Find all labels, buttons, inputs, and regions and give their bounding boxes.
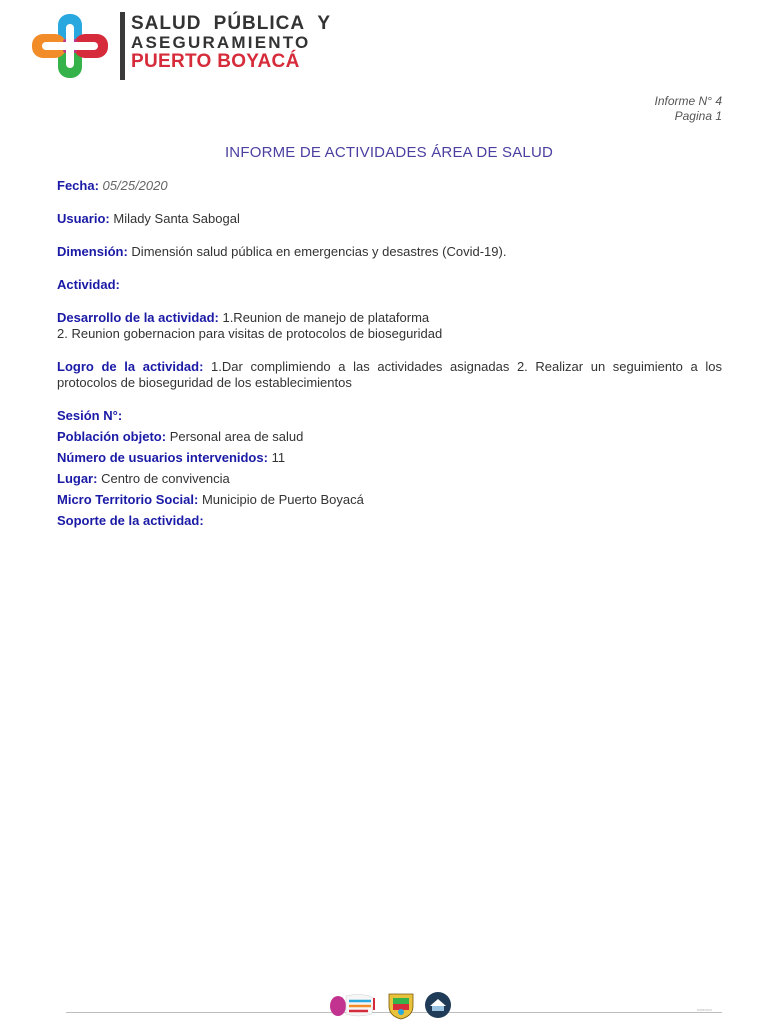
field-value: Municipio de Puerto Boyacá [201,492,364,507]
field-label: Micro Territorio Social: [57,492,199,507]
field-value: 1.Reunion de manejo de plataforma [222,310,430,325]
field-logro [57,359,722,391]
field-sesion [57,408,722,424]
report-number: Informe N° 4 [654,94,722,108]
field-label: Sesión N°: [57,408,123,423]
field-label: Logro de la actividad: [57,359,204,374]
field-soporte [57,513,722,529]
field-value: 11 [271,450,286,465]
field-fecha [57,178,722,194]
logo-line-2: ASEGURAMIENTO [131,33,311,52]
field-value: Personal area de salud [169,429,304,444]
puerto-boyaca-primero-logo-icon [328,990,378,1020]
logo-line-3: PUERTO BOYACÁ [131,51,300,72]
field-label: Número de usuarios intervenidos: [57,450,268,465]
logo-divider [120,12,125,80]
field-label: Población objeto: [57,429,167,444]
field-value: 05/25/2020 [102,178,168,193]
field-value: Milady Santa Sabogal [113,211,240,226]
field-numero-usuarios [57,450,722,466]
field-label: Fecha: [57,178,99,193]
field-value: Dimensión salud pública en emergencias y desastres (Covid-19). [131,244,507,259]
field-label: Desarrollo de la actividad: [57,310,219,325]
field-desarrollo [57,310,722,342]
logo-wordmark [131,14,331,72]
field-label: Soporte de la actividad: [57,513,204,528]
field-label: Usuario: [57,211,110,226]
field-value: 1.Dar complimiendo a las actividades asignadas 2. Realizar un seguimiento a los protocolos de bioseguridad de los establecimientos [57,359,723,390]
field-dimension [57,244,722,260]
salud-publica-logo-icon [30,12,110,80]
document-title: INFORME DE ACTIVIDADES ÁREA DE SALUD [224,144,554,161]
field-micro-territorio [57,492,722,508]
field-usuario [57,211,722,227]
report-body [57,178,722,529]
page-label: Pagina 1 [674,109,722,123]
footer-tag: ▭▭▭▭ [696,1007,712,1012]
field-value-continued: 2. Reunion gobernacion para visitas de protocolos de bioseguridad [57,326,443,341]
health-seal-icon [424,991,452,1019]
field-lugar [57,471,722,487]
logo-line-1: SALUD PÚBLICA Y [131,13,331,34]
field-value: Centro de convivencia [101,471,230,486]
field-poblacion [57,429,722,445]
coat-of-arms-icon [384,990,418,1020]
field-actividad [57,277,722,293]
field-label: Dimensión: [57,244,128,259]
footer-logos [328,990,452,1020]
field-label: Lugar: [57,471,98,486]
field-label: Actividad: [57,277,120,292]
report-meta [655,94,723,124]
